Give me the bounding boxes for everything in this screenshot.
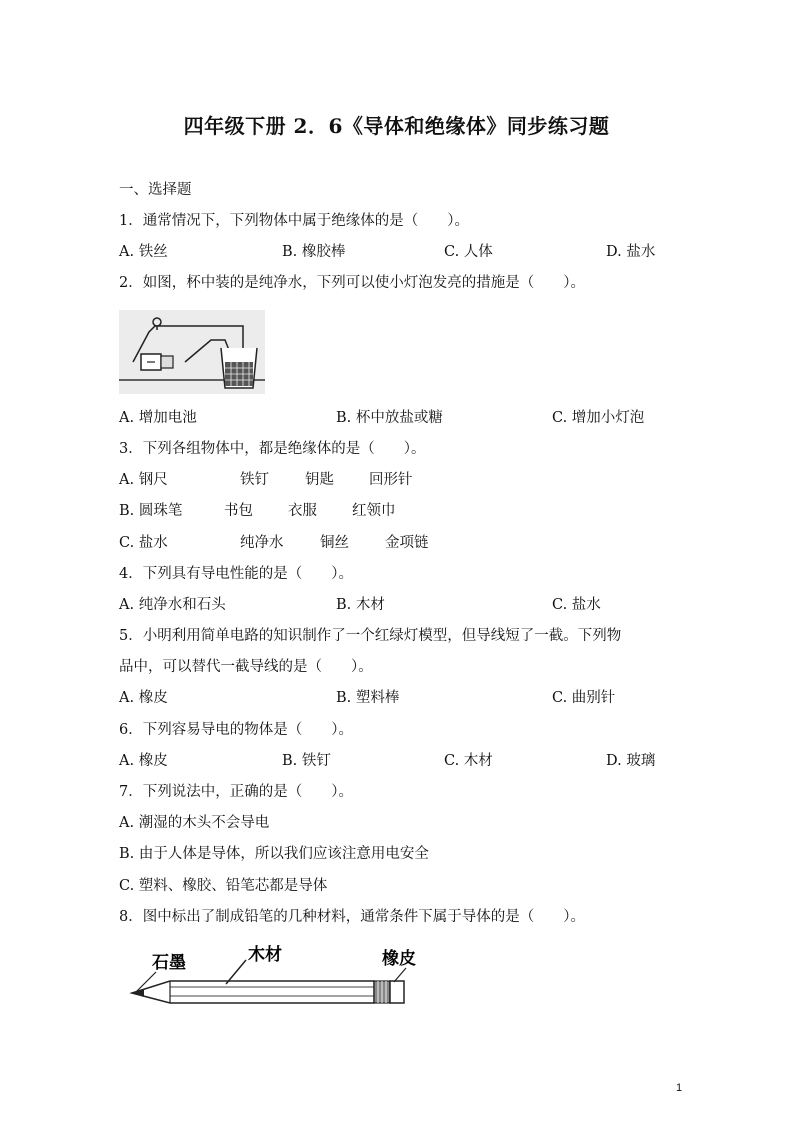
circuit-figure <box>119 310 265 394</box>
question-2-stem: 2．如图，杯中装的是纯净水，下列可以使小灯泡发亮的措施是（ ）。 <box>119 275 585 291</box>
q5-option-a: A. 橡皮 <box>119 690 168 706</box>
q1-option-c: C. 人体 <box>444 244 493 260</box>
label-wood: 木材 <box>248 945 282 965</box>
question-8-stem: 8．图中标出了制成铅笔的几种材料，通常条件下属于导体的是（ ）。 <box>119 909 585 925</box>
q7-option-c: C. 塑料、橡胶、铅笔芯都是导体 <box>119 878 328 894</box>
q6-option-d: D. 玻璃 <box>606 753 656 769</box>
q7-option-a: A. 潮湿的木头不会导电 <box>119 815 270 831</box>
q3-row-c-item-3: 铜丝 <box>320 535 349 551</box>
question-6-stem: 6．下列容易导电的物体是（ ）。 <box>119 722 353 738</box>
q3-row-b-item-3: 衣服 <box>288 503 317 519</box>
question-7-stem: 7．下列说法中，正确的是（ ）。 <box>119 784 353 800</box>
q3-row-c-item-1: C. 盐水 <box>119 535 168 551</box>
question-5-stem-line-1: 5．小明利用简单电路的知识制作了一个红绿灯模型，但导线短了一截。下列物 <box>119 628 622 644</box>
q5-option-b: B. 塑料棒 <box>336 690 400 706</box>
q3-row-a-item-1: A. 钢尺 <box>119 472 168 488</box>
q3-row-a-item-3: 钥匙 <box>305 472 334 488</box>
q4-option-b: B. 木材 <box>336 597 385 613</box>
q1-option-a: A. 铁丝 <box>119 244 168 260</box>
q2-option-a: A. 增加电池 <box>119 410 197 426</box>
q6-option-a: A. 橡皮 <box>119 753 168 769</box>
page-number: 1 <box>676 1082 683 1094</box>
page-title: 四年级下册 2．6《导体和绝缘体》同步练习题 <box>183 114 610 138</box>
q1-option-b: B. 橡胶棒 <box>282 244 346 260</box>
q4-option-a: A. 纯净水和石头 <box>119 597 226 613</box>
q1-option-d: D. 盐水 <box>606 244 656 260</box>
q5-option-c: C. 曲别针 <box>552 690 616 706</box>
label-eraser: 橡皮 <box>382 949 416 969</box>
q3-row-b-item-4: 红领巾 <box>352 503 396 519</box>
question-5-stem-line-2: 品中，可以替代一截导线的是（ ）。 <box>119 659 373 675</box>
q7-option-b: B. 由于人体是导体，所以我们应该注意用电安全 <box>119 846 429 862</box>
q3-row-a-item-4: 回形针 <box>369 472 413 488</box>
q2-option-c: C. 增加小灯泡 <box>552 410 645 426</box>
question-4-stem: 4．下列具有导电性能的是（ ）。 <box>119 566 353 582</box>
pencil-figure <box>126 940 416 1010</box>
q2-option-b: B. 杯中放盐或糖 <box>336 410 443 426</box>
section-heading: 一、选择题 <box>119 182 192 198</box>
q3-row-b-item-1: B. 圆珠笔 <box>119 503 183 519</box>
q3-row-b-item-2: 书包 <box>224 503 253 519</box>
q3-row-c-item-2: 纯净水 <box>240 535 284 551</box>
q3-row-c-item-4: 金项链 <box>385 535 429 551</box>
q4-option-c: C. 盐水 <box>552 597 601 613</box>
question-1-stem: 1．通常情况下，下列物体中属于绝缘体的是（ ）。 <box>119 213 469 229</box>
question-3-stem: 3．下列各组物体中，都是绝缘体的是（ ）。 <box>119 441 426 457</box>
q6-option-c: C. 木材 <box>444 753 493 769</box>
q3-row-a-item-2: 铁钉 <box>240 472 269 488</box>
q6-option-b: B. 铁钉 <box>282 753 331 769</box>
label-graphite: 石墨 <box>152 953 186 973</box>
